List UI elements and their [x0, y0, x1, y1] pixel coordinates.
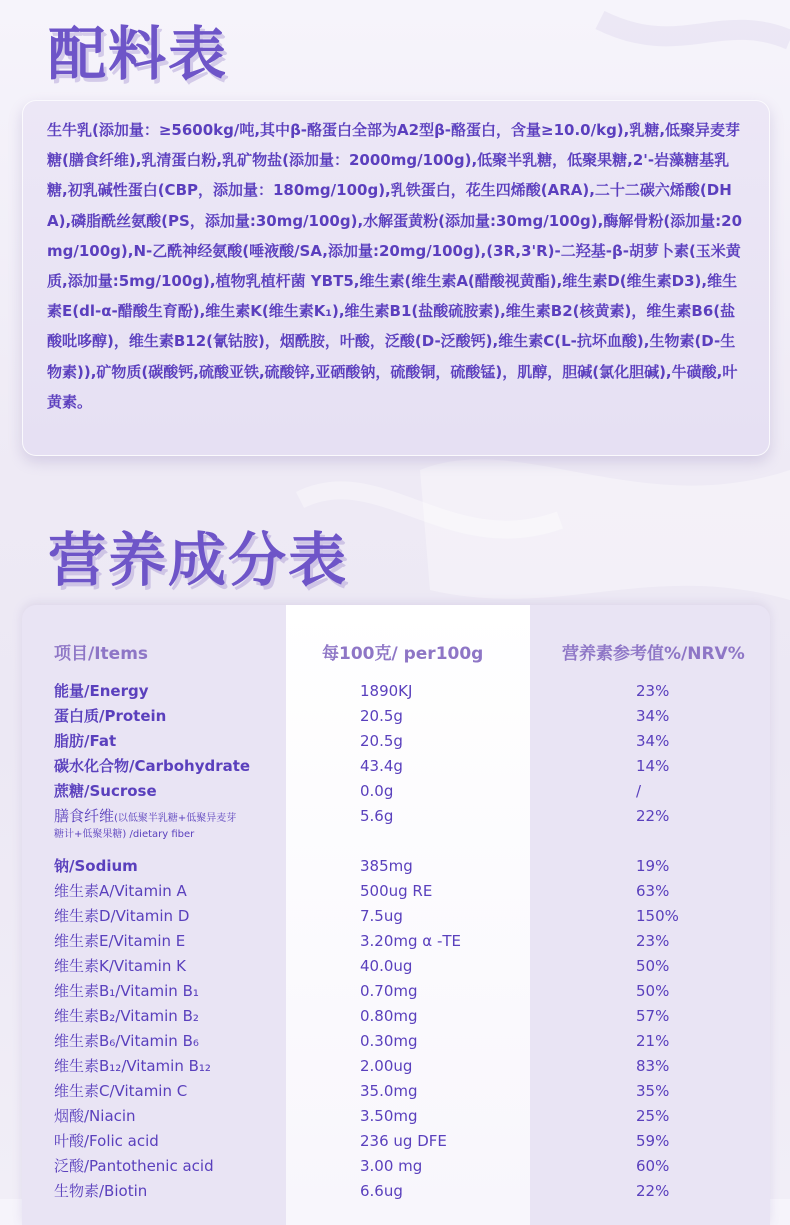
nutrient-name: 脂肪/Fat [54, 732, 117, 750]
nutrient-nrv-value: 22% [636, 807, 670, 825]
nutrient-per100g-value: 0.80mg [360, 1007, 418, 1025]
nutrient-name: 蛋白质/Protein [54, 707, 167, 725]
nutrient-nrv-value: 63% [636, 882, 670, 900]
nutrient-name: 泛酸/Pantothenic acid [54, 1157, 214, 1175]
table-row [22, 679, 770, 704]
nutrient-per100g-value: 20.5g [360, 732, 403, 750]
table-row [22, 754, 770, 779]
nutrient-per100g-value: 7.5ug [360, 907, 403, 925]
nutrient-name: 维生素B₁₂/Vitamin B₁₂ [54, 1057, 211, 1075]
table-row [22, 1004, 770, 1029]
nutrient-nrv-value: 50% [636, 982, 670, 1000]
nutrient-per100g-value: 236 ug DFE [360, 1132, 447, 1150]
table-row [22, 854, 770, 879]
nutrient-name: 钠/Sodium [54, 857, 138, 875]
table-row [22, 779, 770, 804]
table-row [22, 1029, 770, 1054]
nutrient-per100g-value: 1890KJ [360, 682, 413, 700]
nutrient-nrv-value: 60% [636, 1157, 670, 1175]
nutrient-per100g-value: 0.70mg [360, 982, 418, 1000]
nutrient-per100g-value: 500ug RE [360, 882, 433, 900]
nutrient-name: 蔗糖/Sucrose [54, 782, 157, 800]
nutrient-nrv-value: 150% [636, 907, 679, 925]
nutrient-name: 维生素E/Vitamin E [54, 932, 186, 950]
nutrient-name: 维生素K/Vitamin K [54, 957, 186, 975]
nutrient-nrv-value: 23% [636, 932, 670, 950]
nutrient-name: 烟酸/Niacin [54, 1107, 136, 1125]
table-row [22, 1179, 770, 1204]
nutrient-nrv-value: 22% [636, 1182, 670, 1200]
nutrient-per100g-value: 20.5g [360, 707, 403, 725]
nutrient-nrv-value: / [636, 782, 642, 800]
nutrient-per100g-value: 3.20mg α -TE [360, 932, 462, 950]
nutrient-name: 膳食纤维(以低聚半乳糖+低聚异麦芽 [54, 807, 237, 825]
nutrient-name: 维生素B₁/Vitamin B₁ [54, 982, 199, 1000]
nutrient-name: 生物素/Biotin [54, 1182, 148, 1200]
nutrient-name: 叶酸/Folic acid [54, 1132, 159, 1150]
nutrient-per100g-value: 3.00 mg [360, 1157, 423, 1175]
nutrition-title: 营养成分表 [48, 526, 349, 594]
ingredients-title: 配料表 [48, 20, 229, 88]
nutrient-name: 维生素B₂/Vitamin B₂ [54, 1007, 199, 1025]
nutrient-nrv-value: 34% [636, 707, 670, 725]
nutrient-name-note: (以低聚半乳糖+低聚异麦芽 [114, 813, 237, 824]
nutrient-per100g-value: 40.0ug [360, 957, 413, 975]
nutrient-nrv-value: 14% [636, 757, 670, 775]
ingredients-text: 生牛乳(添加量：≥5600kg/吨,其中β-酪蛋白全部为A2型β-酪蛋白，含量≥10.0/kg),乳糖,低聚异麦芽糖(膳食纤维),乳清蛋白粉,乳矿物盐(添加量：2000mg/100g),低聚半乳糖，低聚果糖,2'-岩藻糖基乳糖,初乳碱性蛋白(CBP，添加量：180mg/100g),乳铁蛋白，花生四烯酸(ARA),二十二碳六烯酸(DHA),磷脂酰丝氨酸(PS，添加量:30mg/100g),水解蛋黄粉(添加量:30mg/100g),酶解骨粉(添加量:20mg/100g),N-乙酰神经氨酸(唾液酸/SA,添加量:20mg/100g),(3R,3'R)-二羟基-β-胡萝卜素(玉米黄质,添加量:5mg/100g),植物乳植杆菌 YBT5,维生素(维生素A(醋酸视黄酯),维生素D(维生素D3),维生素E(dl-α-醋酸生育酚),维生素K(维生素K₁),维生素B1(盐酸硫胺素),维生素B2(核黄素)，维生素B6(盐酸吡哆醇)，维生素B12(氰钴胺)，烟酰胺，叶酸，泛酸(D-泛酸钙),维生素C(L-抗坏血酸),生物素(D-生物素)),矿物质(碳酸钙,硫酸亚铁,硫酸锌,亚硒酸钠，硫酸铜，硫酸锰)，肌醇，胆碱(氯化胆碱),牛磺酸,叶黄素。 [47, 121, 743, 411]
nutrition-table [22, 605, 770, 1225]
nutrient-per100g-value: 6.6ug [360, 1182, 403, 1200]
nutrient-nrv-value: 83% [636, 1057, 670, 1075]
table-row [22, 1129, 770, 1154]
nutrient-per100g-value: 43.4g [360, 757, 403, 775]
nutrient-name: 能量/Energy [54, 682, 149, 700]
table-row [22, 879, 770, 904]
nutrient-per100g-value: 5.6g [360, 807, 394, 825]
nutrient-per100g-value: 2.00ug [360, 1057, 413, 1075]
table-row [22, 704, 770, 729]
nutrient-nrv-value: 59% [636, 1132, 670, 1150]
header-nrv: 营养素参考值%/NRV% [562, 644, 745, 664]
nutrient-nrv-value: 34% [636, 732, 670, 750]
table-row [22, 1079, 770, 1104]
nutrient-per100g-value: 0.0g [360, 782, 394, 800]
nutrient-per100g-value: 385mg [360, 857, 413, 875]
nutrient-name: 维生素A/Vitamin A [54, 882, 187, 900]
nutrient-nrv-value: 50% [636, 957, 670, 975]
ingredients-card [22, 100, 770, 456]
table-row [22, 954, 770, 979]
nutrient-per100g-value: 3.50mg [360, 1107, 418, 1125]
table-row [22, 929, 770, 954]
header-per100g: 每100克/ per100g [322, 644, 484, 664]
nutrient-nrv-value: 19% [636, 857, 670, 875]
nutrient-name: 碳水化合物/Carbohydrate [54, 757, 251, 775]
nutrient-name-line2: 糖计+低聚果糖) /dietary fiber [54, 829, 195, 840]
nutrient-nrv-value: 23% [636, 682, 670, 700]
nutrient-name: 维生素D/Vitamin D [54, 907, 190, 925]
nutrient-per100g-value: 0.30mg [360, 1032, 418, 1050]
table-row [22, 1104, 770, 1129]
table-row [22, 804, 770, 840]
header-items: 项目/Items [54, 644, 149, 664]
table-row [22, 729, 770, 754]
nutrient-name: 维生素C/Vitamin C [54, 1082, 188, 1100]
table-row [22, 1154, 770, 1179]
nutrient-nrv-value: 21% [636, 1032, 670, 1050]
nutrient-name: 维生素B₆/Vitamin B₆ [54, 1032, 199, 1050]
nutrient-nrv-value: 57% [636, 1007, 670, 1025]
nutrient-nrv-value: 25% [636, 1107, 670, 1125]
table-row [22, 979, 770, 1004]
nutrient-per100g-value: 35.0mg [360, 1082, 418, 1100]
nutrient-nrv-value: 35% [636, 1082, 670, 1100]
table-row [22, 1054, 770, 1079]
table-row [22, 904, 770, 929]
